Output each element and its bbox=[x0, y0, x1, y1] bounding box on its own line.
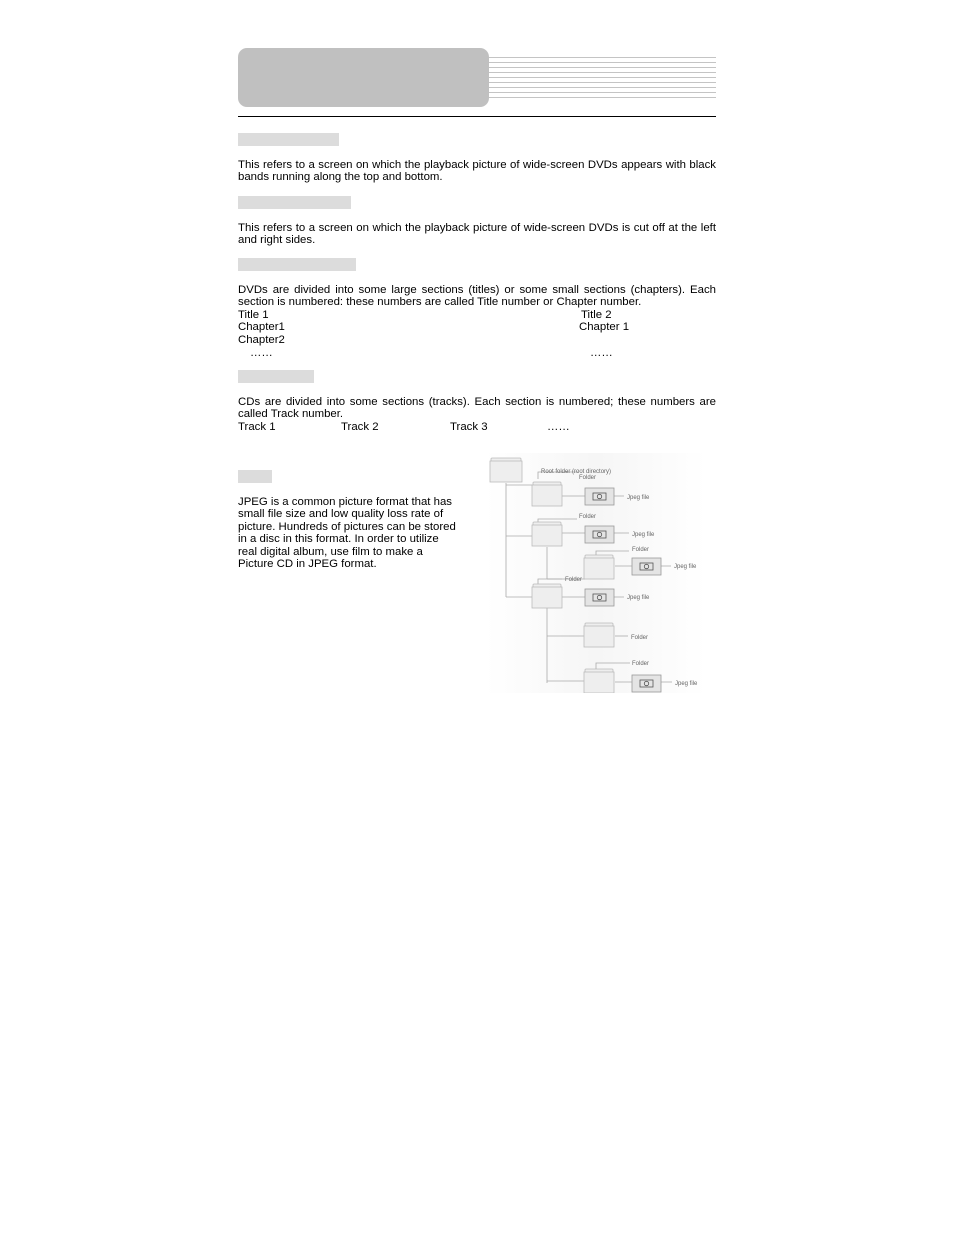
jpeg-label-2: Jpeg file bbox=[632, 532, 655, 538]
folder-label-1: Folder bbox=[579, 475, 597, 481]
section-heading-bar-letterbox bbox=[238, 133, 339, 146]
panscan-paragraph: This refers to a screen on which the playback picture of wide-screen DVDs is cut off at the left and right sides. bbox=[238, 222, 716, 247]
title-2-label: Title 2 bbox=[581, 309, 612, 321]
section-heading-bar-jpeg bbox=[238, 470, 272, 483]
chapter-1-label: Chapter 1 bbox=[579, 321, 630, 333]
jpeg-label-1: Jpeg file bbox=[627, 495, 650, 501]
letterbox-paragraph: This refers to a screen on which the playback picture of wide-screen DVDs appears with black bands running along the top and bottom. bbox=[238, 159, 716, 184]
track-1-label: Track 1 bbox=[238, 421, 276, 433]
header-decorative-lines bbox=[489, 57, 716, 101]
title-1-label: Title 1 bbox=[238, 309, 269, 321]
jpeg-label-3: Jpeg file bbox=[674, 564, 697, 570]
tracks-paragraph: CDs are divided into some sections (tracks). Each section is numbered; these numbers are called Track number. bbox=[238, 396, 716, 421]
folder-label-2: Folder bbox=[579, 514, 597, 520]
track-2-label: Track 2 bbox=[341, 421, 379, 433]
jpeg-label-4: Jpeg file bbox=[627, 595, 650, 601]
folder-label-6: Folder bbox=[632, 661, 650, 667]
track-3-label: Track 3 bbox=[450, 421, 488, 433]
folder-label-4: Folder bbox=[565, 577, 583, 583]
folder-structure-diagram bbox=[486, 453, 706, 693]
chapter-header-tab bbox=[238, 48, 489, 107]
chapter2-label: Chapter2 bbox=[238, 334, 285, 346]
header-rule bbox=[238, 116, 716, 117]
folder-label-5: Folder bbox=[631, 635, 649, 641]
folder-label-3: Folder bbox=[632, 547, 650, 553]
chapter1-label: Chapter1 bbox=[238, 321, 285, 333]
ellipsis-left: …… bbox=[250, 347, 273, 359]
titles-paragraph: DVDs are divided into some large sections (titles) or some small sections (chapters). Each section is numbered: these numbers are called Title number or Chapter number. bbox=[238, 284, 716, 309]
track-ellipsis: …… bbox=[547, 421, 570, 433]
ellipsis-right: …… bbox=[590, 347, 613, 359]
section-heading-bar-titles bbox=[238, 258, 356, 271]
section-heading-bar-tracks bbox=[238, 370, 314, 383]
root-folder-label: Root folder (root directory) bbox=[541, 469, 612, 475]
jpeg-label-5: Jpeg file bbox=[675, 681, 698, 687]
jpeg-paragraph: JPEG is a common picture format that has small file size and low quality loss rate of picture. Hundreds of pictures can be stored in a disc in this format. In order to utilize real digital album, use film to make a Picture CD in JPEG format. bbox=[238, 496, 456, 571]
section-heading-bar-panscan bbox=[238, 196, 351, 209]
